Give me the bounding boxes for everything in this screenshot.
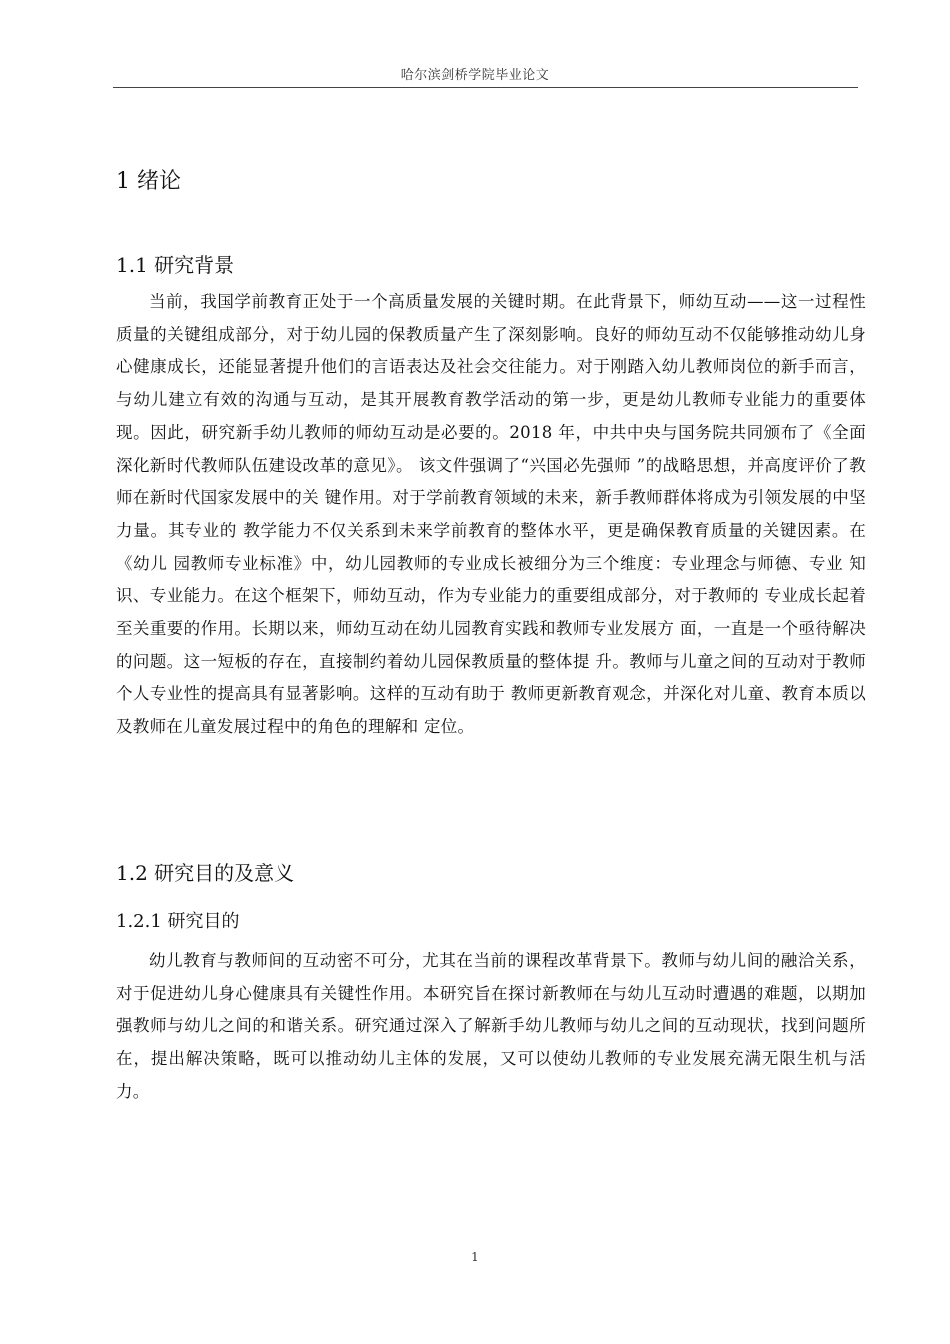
chapter-title: 1 绪论	[116, 169, 181, 194]
paragraph-research-purpose: 幼儿教育与教师间的互动密不可分，尤其在当前的课程改革背景下。教师与幼儿间的融洽关系，对于促进幼儿身心健康具有关键性作用。本研究旨在探讨新教师在与幼儿互动时遭遇的难题，以期加强教师与幼儿之间的和谐关系。研究通过深入了解新手幼儿教师与幼儿之间的互动现状，找到问题所在，提出解决策略，既可以推动幼儿主体的发展，又可以使幼儿教师的专业发展充满无限生机与活力。	[116, 951, 866, 1101]
paragraph-research-background: 当前，我国学前教育正处于一个高质量发展的关键时期。在此背景下，师幼互动——这一过程性质量的关键组成部分，对于幼儿园的保教质量产生了深刻影响。良好的师幼互动不仅能够推动幼儿身心健康成长，还能显著提升他们的言语表达及社会交往能力。对于刚踏入幼儿教师岗位的新手而言，与幼儿建立有效的沟通与互动，是其开展教育教学活动的第一步，更是幼儿教师专业能力的重要体现。因此，研究新手幼儿教师的师幼互动是必要的。2018 年，中共中央与国务院共同颁布了《全面深化新时代教师队伍建设改革的意见》。 该文件强调了“兴国必先强师 ”的战略思想，并高度评价了教师在新时代国家发展中的关 键作用。对于学前教育领域的未来，新手教师群体将成为引领发展的中坚力量。其专业的 教学能力不仅关系到未来学前教育的整体水平，更是确保教育质量的关键因素。在《幼儿 园教师专业标准》中，幼儿园教师的专业成长被细分为三个维度：专业理念与师德、专业 知识、专业能力。在这个框架下，师幼互动，作为专业能力的重要组成部分，对于教师的 专业成长起着至关重要的作用。长期以来，师幼互动在幼儿园教育实践和教师专业发展方 面，一直是一个亟待解决的问题。这一短板的存在，直接制约着幼儿园保教质量的整体提 升。教师与儿童之间的互动对于教师个人专业性的提高具有显著影响。这样的互动有助于 教师更新教育观念，并深化对儿童、教育本质以及教师在儿童发展过程中的角色的理解和 定位。	[116, 292, 866, 737]
section-title-purpose-significance: 1.2 研究目的及意义	[116, 861, 295, 885]
section-title-research-background: 1.1 研究背景	[116, 253, 235, 277]
header-divider	[113, 87, 858, 88]
page-number: 1	[471, 1250, 479, 1264]
running-header: 哈尔滨剑桥学院毕业论文	[400, 68, 550, 83]
subsection-title-research-purpose: 1.2.1 研究目的	[116, 911, 240, 932]
